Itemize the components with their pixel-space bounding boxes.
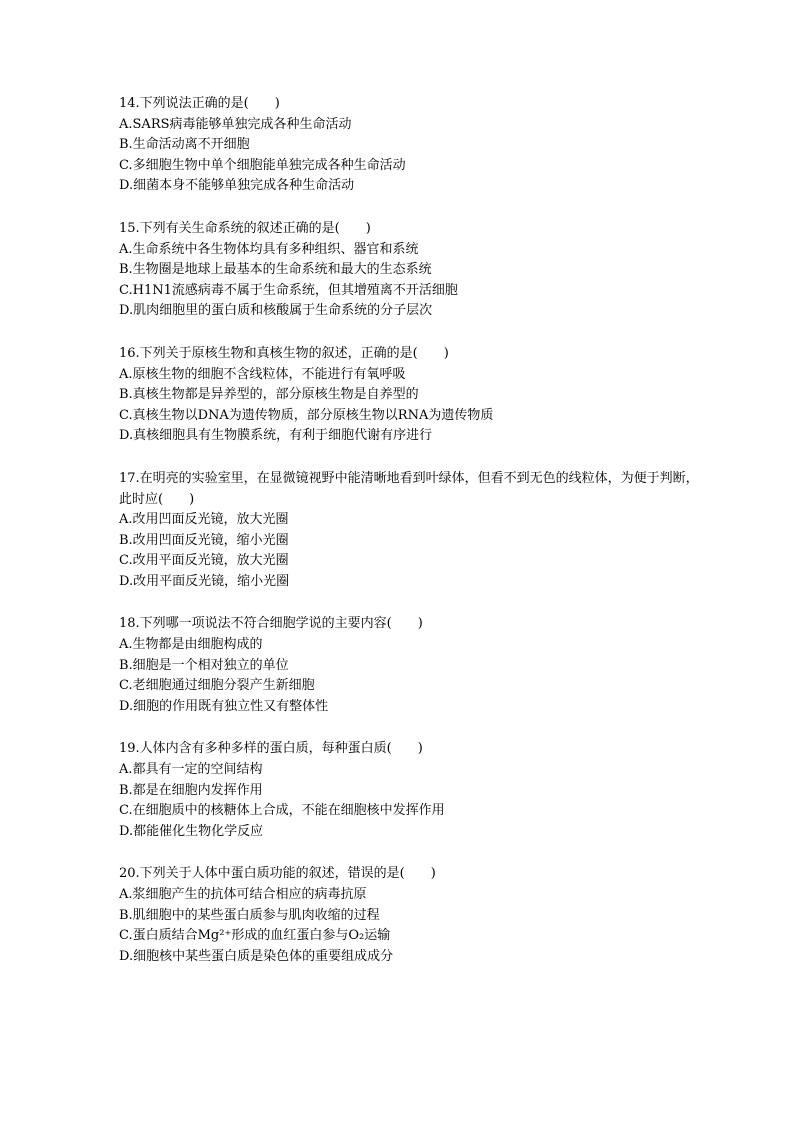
option-c: C.真核生物以DNA为遗传物质，部分原核生物以RNA为遗传物质 <box>119 407 494 423</box>
option-d: D.细菌本身不能够单独完成各种生命活动 <box>119 178 355 194</box>
question-stem: 17.在明亮的实验室里，在显微镜视野中能清晰地看到叶绿体，但看不到无色的线粒体，为便于判断，此时应( ) <box>119 470 699 507</box>
question-stem: 20.下列关于人体中蛋白质功能的叙述，错误的是( ) <box>119 866 436 882</box>
option-b: B.生命活动离不开细胞 <box>119 137 250 153</box>
option-d: D.细胞核中某些蛋白质是染色体的重要组成成分 <box>119 948 394 964</box>
question-14 <box>119 94 699 197</box>
option-b: B.生物圈是地球上最基本的生命系统和最大的生态系统 <box>119 262 432 278</box>
question-16 <box>119 344 699 447</box>
option-c: C.在细胞质中的核糖体上合成，不能在细胞核中发挥作用 <box>119 803 445 819</box>
question-stem: 16.下列关于原核生物和真核生物的叙述，正确的是( ) <box>119 345 449 361</box>
option-a: A.浆细胞产生的抗体可结合相应的病毒抗原 <box>119 887 367 902</box>
option-a: A.SARS病毒能够单独完成各种生命活动 <box>119 116 352 132</box>
option-a: A.生物都是由细胞构成的 <box>119 637 263 653</box>
option-d: D.都能催化生物化学反应 <box>119 823 264 839</box>
option-c: C.多细胞生物中单个细胞能单独完成各种生命活动 <box>119 157 406 173</box>
option-d: D.细胞的作用既有独立性又有整体性 <box>119 698 329 714</box>
question-18 <box>119 614 699 717</box>
option-c: C.蛋白质结合Mg²⁺形成的血红蛋白参与O₂运输 <box>119 928 391 944</box>
option-d: D.肌肉细胞里的蛋白质和核酸属于生命系统的分子层次 <box>119 303 433 319</box>
option-b: B.肌细胞中的某些蛋白质参与肌肉收缩的过程 <box>119 907 380 923</box>
option-c: C.H1N1流感病毒不属于生命系统，但其增殖离不开活细胞 <box>119 282 458 298</box>
option-a: A.原核生物的细胞不含线粒体，不能进行有氧呼吸 <box>119 366 406 382</box>
question-stem: 14.下列说法正确的是( ) <box>119 96 280 111</box>
option-a: A.生命系统中各生物体均具有多种组织、器官和系统 <box>119 241 419 257</box>
option-a: A.改用凹面反光镜，放大光圈 <box>119 512 289 528</box>
question-list <box>119 94 699 989</box>
question-stem: 19.人体内含有多种多样的蛋白质，每种蛋白质( ) <box>119 741 423 757</box>
option-b: B.真核生物都是异养型的，部分原核生物是自养型的 <box>119 387 419 403</box>
option-b: B.改用凹面反光镜，缩小光圈 <box>119 532 289 548</box>
question-15 <box>119 219 699 322</box>
option-d: D.改用平面反光镜，缩小光圈 <box>119 573 290 589</box>
question-19 <box>119 739 699 842</box>
option-b: B.都是在细胞内发挥作用 <box>119 782 263 798</box>
option-c: C.改用平面反光镜，放大光圈 <box>119 553 289 569</box>
question-stem: 18.下列哪一项说法不符合细胞学说的主要内容( ) <box>119 616 423 632</box>
question-stem: 15.下列有关生命系统的叙述正确的是( ) <box>119 220 371 236</box>
option-c: C.老细胞通过细胞分裂产生新细胞 <box>119 678 315 694</box>
question-20 <box>119 864 699 967</box>
option-b: B.细胞是一个相对独立的单位 <box>119 657 289 673</box>
option-a: A.都具有一定的空间结构 <box>119 762 263 778</box>
option-d: D.真核细胞具有生物膜系统，有利于细胞代谢有序进行 <box>119 428 433 444</box>
question-17 <box>119 469 699 593</box>
